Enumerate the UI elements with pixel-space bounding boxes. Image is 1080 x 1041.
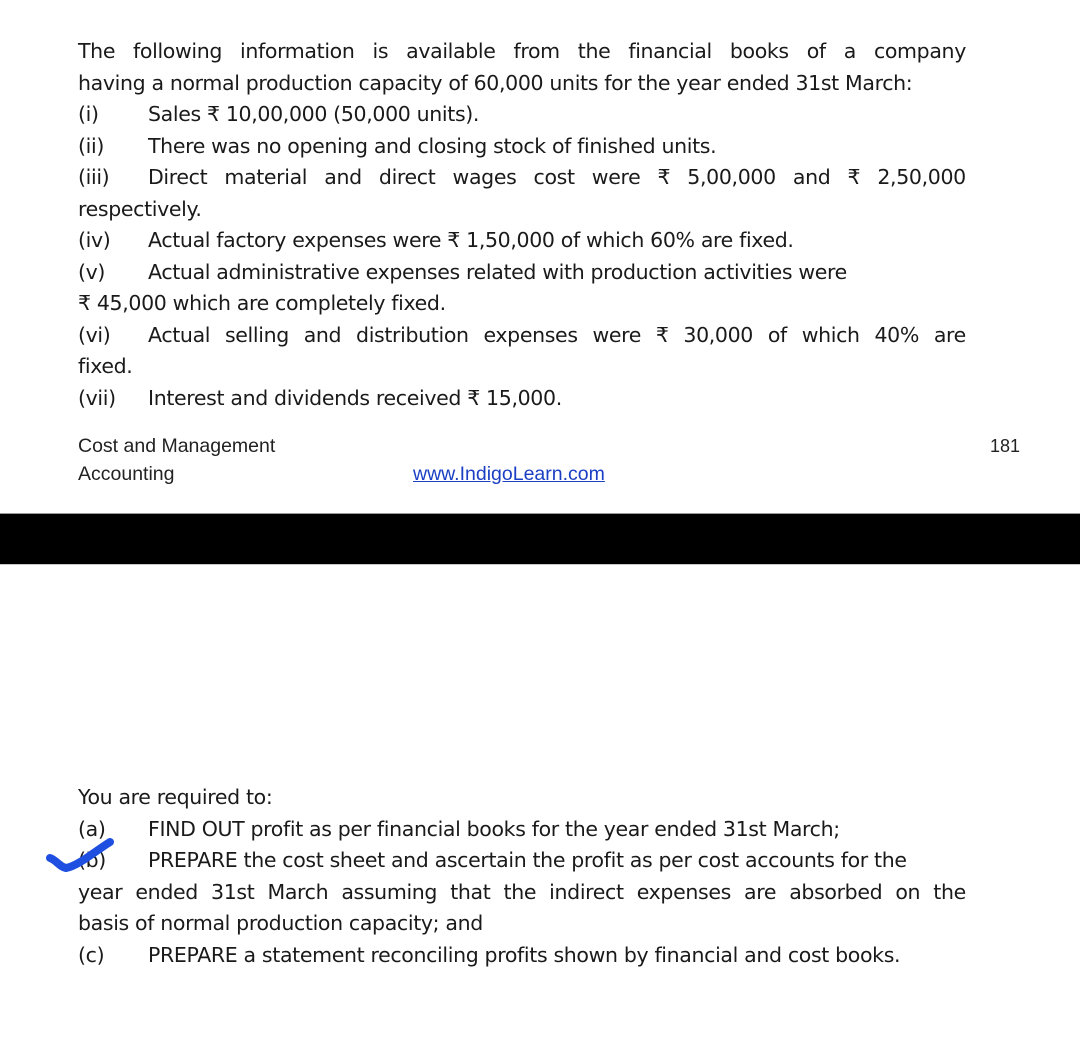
word: a	[843, 39, 856, 63]
info-item-iii	[78, 162, 966, 194]
word: assuming	[341, 879, 438, 904]
requirement-a	[78, 814, 966, 846]
word: expenses	[483, 322, 578, 347]
word: available	[406, 39, 496, 63]
requirements-heading: You are required to:	[78, 785, 273, 809]
info-item-vi	[78, 320, 966, 352]
question-information	[78, 36, 966, 414]
question-requirements	[78, 782, 966, 971]
intro-line-1	[78, 36, 966, 68]
word: were	[592, 322, 642, 347]
word: the	[577, 39, 611, 63]
requirement-b-continuation-2: basis of normal production capacity; and	[78, 911, 483, 935]
word: year	[78, 879, 123, 904]
word: ₹	[657, 165, 671, 189]
item-text: Sales ₹ 10,00,000 (50,000 units).	[148, 102, 480, 126]
requirement-b-continuation	[78, 877, 966, 909]
item-text	[148, 162, 966, 194]
word: from	[513, 39, 560, 63]
word: Direct	[148, 165, 208, 189]
word: cost	[533, 165, 575, 189]
word: financial	[628, 39, 712, 63]
word: were	[591, 165, 641, 189]
item-continuation: fixed.	[78, 354, 133, 378]
info-item-i	[78, 99, 966, 131]
requirement-b	[78, 845, 966, 877]
word: 30,000	[683, 322, 754, 347]
page-break-bar	[0, 513, 1080, 565]
word: 31st	[211, 879, 255, 904]
item-number: (vi)	[78, 322, 111, 347]
word: and	[303, 322, 342, 347]
page-number: 181	[990, 436, 1021, 456]
info-item-iv	[78, 225, 966, 257]
item-text: There was no opening and closing stock of finished units.	[148, 133, 717, 158]
word: following	[133, 39, 223, 63]
word: selling	[224, 322, 289, 347]
info-item-v	[78, 257, 966, 289]
word: absorbed	[789, 879, 883, 904]
item-text	[148, 320, 966, 352]
intro-line-2: having a normal production capacity of 60,000 units for the year ended 31st March:	[78, 70, 913, 95]
word: expenses	[636, 879, 731, 904]
word: 40%	[874, 322, 919, 347]
word: which	[801, 322, 860, 347]
word: Actual	[148, 322, 211, 347]
item-number: (ii)	[78, 133, 104, 158]
word: and	[324, 165, 362, 189]
requirement-number: (b)	[78, 848, 106, 872]
requirement-text: PREPARE a statement reconciling profits shown by financial and cost books.	[148, 942, 901, 967]
word: direct	[378, 165, 436, 189]
word: is	[372, 39, 389, 63]
info-item-ii	[78, 131, 966, 163]
word: The	[78, 39, 116, 63]
footer-book-title	[78, 432, 275, 488]
word: wages	[452, 165, 517, 189]
word: 5,00,000	[687, 165, 776, 189]
item-number: (iv)	[78, 228, 111, 252]
word: are	[933, 322, 966, 347]
word: and	[792, 165, 831, 189]
word: the	[933, 879, 966, 904]
word: of	[767, 322, 787, 347]
word: company	[873, 39, 966, 63]
word: information	[240, 39, 355, 63]
footer-website-link[interactable]: www.IndigoLearn.com	[413, 463, 605, 485]
requirement-number: (a)	[78, 816, 106, 841]
word: books	[729, 39, 789, 63]
word: that	[450, 879, 491, 904]
word: indirect	[549, 879, 624, 904]
footer-title-line-1: Cost and Management	[78, 435, 276, 457]
requirement-number: (c)	[78, 942, 105, 967]
word: ₹	[847, 165, 861, 189]
item-continuation: ₹ 45,000 which are completely fixed.	[78, 291, 446, 315]
item-continuation: respectively.	[78, 196, 202, 221]
requirement-text: PREPARE the cost sheet and ascertain the profit as per cost accounts for the	[148, 848, 907, 872]
item-number: (iii)	[78, 165, 110, 189]
info-item-vii	[78, 383, 966, 415]
word: the	[503, 879, 537, 904]
word: of	[806, 39, 826, 63]
word: material	[224, 165, 308, 189]
word: 2,50,000	[877, 165, 966, 189]
item-text: Actual factory expenses were ₹ 1,50,000 of which 60% are fixed.	[148, 228, 794, 252]
item-number: (v)	[78, 259, 106, 284]
footer-title-line-2: Accounting	[78, 463, 175, 485]
item-text: Interest and dividends received ₹ 15,000.	[148, 385, 562, 410]
requirement-text: FIND OUT profit as per financial books for the year ended 31st March;	[148, 816, 840, 841]
word: March	[267, 879, 329, 904]
item-number: (i)	[78, 102, 99, 126]
word: ended	[135, 879, 198, 904]
item-text: Actual administrative expenses related with production activities were	[148, 259, 847, 284]
word: ₹	[655, 322, 669, 347]
word: on	[895, 879, 921, 904]
requirement-c	[78, 940, 966, 972]
word: are	[744, 879, 777, 904]
item-number: (vii)	[78, 385, 116, 410]
word: distribution	[356, 322, 469, 347]
